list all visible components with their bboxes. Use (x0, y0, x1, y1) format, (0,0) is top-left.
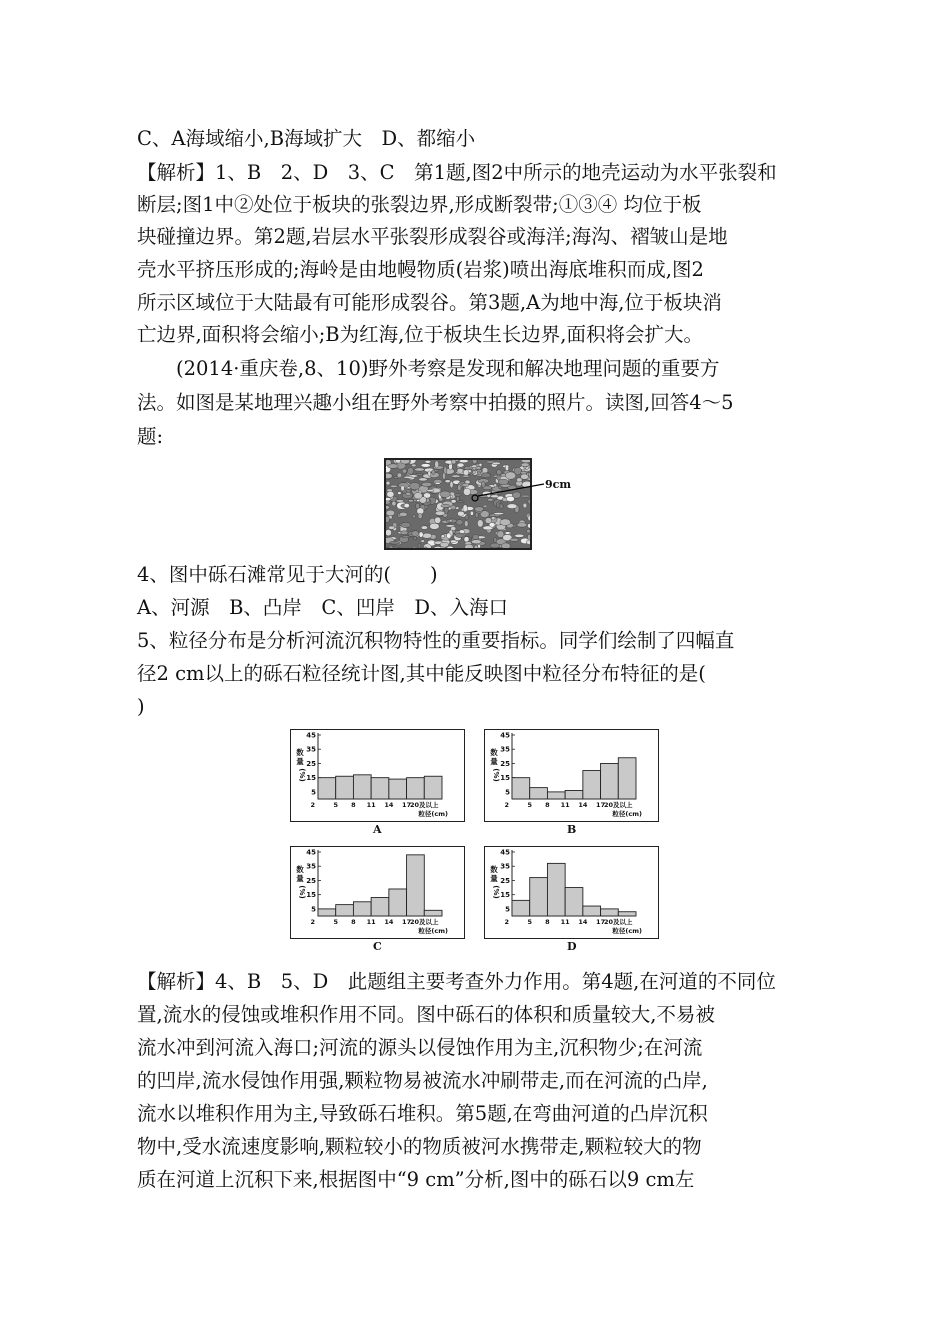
y-tick-label: 45 (306, 731, 316, 740)
text-line: 径2 cm以上的砾石粒径统计图,其中能反映图中粒径分布特征的是( (137, 662, 706, 685)
histogram-bar (371, 898, 389, 916)
x-tick-label: 5 (333, 918, 338, 926)
text-line: 所示区域位于大陆最有可能形成裂谷。第3题,A为地中海,位于板块消 (137, 291, 722, 314)
x-tick-label: 20及以上 (604, 801, 633, 809)
x-tick-label: 8 (545, 918, 550, 926)
histogram-bar (512, 900, 530, 916)
text-line: ) (137, 695, 145, 718)
histogram-bar (371, 778, 389, 799)
histogram-bar (353, 902, 371, 916)
text-line: 流水以堆积作用为主,导致砾石堆积。第5题,在弯曲河道的凸岸沉积 (137, 1102, 708, 1125)
text-line: 质在河道上沉积下来,根据图中“9 cm”分析,图中的砾石以9 cm左 (137, 1168, 695, 1191)
y-tick-label: 45 (500, 848, 510, 857)
x-tick-label: 14 (384, 918, 394, 926)
y-tick-label: 45 (500, 731, 510, 740)
histogram-c (290, 846, 465, 939)
y-axis-label-unit: (%) (298, 885, 306, 899)
text-line: 4、图中砾石滩常见于大河的( ) (137, 563, 438, 586)
text-line: 的凹岸,流水侵蚀作用强,颗粒物易被流水冲刷带走,而在河流的凸岸, (137, 1069, 708, 1092)
histogram-bar (530, 788, 548, 799)
y-axis-label-char: 数 (296, 865, 304, 874)
x-tick-label: 5 (527, 801, 532, 809)
x-tick-label: 2 (310, 918, 315, 926)
text-line: 流水冲到河流入海口;河流的源头以侵蚀作用为主,沉积物少;在河流 (137, 1036, 703, 1059)
histogram-bar (601, 909, 619, 916)
histogram-bar (547, 792, 565, 799)
photo-scale-label: 9cm (545, 478, 571, 491)
text-line: A、河源 B、凸岸 C、凹岸 D、入海口 (137, 596, 508, 619)
y-tick-label: 35 (306, 862, 316, 871)
x-tick-label: 20及以上 (604, 918, 633, 926)
text-line: C、A海域缩小,B海域扩大 D、都缩小 (137, 127, 476, 150)
x-tick-label: 5 (527, 918, 532, 926)
x-tick-label: 8 (351, 801, 356, 809)
y-tick-label: 35 (500, 862, 510, 871)
x-tick-label: 8 (351, 918, 356, 926)
text-line: 5、粒径分布是分析河流沉积物特性的重要指标。同学们绘制了四幅直 (137, 629, 735, 652)
y-tick-label: 25 (306, 876, 316, 885)
x-tick-label: 20及以上 (410, 918, 439, 926)
x-axis-label: 粒径(cm) (418, 810, 448, 818)
x-tick-label: 14 (384, 801, 394, 809)
histogram-bar (618, 912, 636, 916)
x-tick-label: 14 (578, 801, 588, 809)
x-tick-label: 2 (504, 801, 509, 809)
x-tick-label: 2 (310, 801, 315, 809)
x-tick-label: 11 (560, 801, 570, 809)
text-line: 题: (137, 425, 164, 448)
y-tick-label: 45 (306, 848, 316, 857)
x-axis-label: 粒径(cm) (612, 810, 642, 818)
y-tick-label: 5 (311, 788, 316, 797)
x-tick-label: 2 (504, 918, 509, 926)
y-tick-label: 35 (306, 745, 316, 754)
histogram-bar (407, 855, 425, 916)
y-axis-label-char: 量 (490, 874, 498, 883)
chart-caption-d: D (567, 940, 577, 953)
x-tick-label: 17 (402, 918, 412, 926)
y-axis-label-char: 数 (490, 865, 498, 874)
y-axis-label-char: 数 (490, 748, 498, 757)
x-axis-label: 粒径(cm) (612, 927, 642, 935)
x-tick-label: 17 (596, 801, 606, 809)
histogram-a (290, 729, 465, 822)
histogram-bar (547, 863, 565, 916)
y-tick-label: 5 (505, 905, 510, 914)
histogram-d (484, 846, 659, 939)
y-tick-label: 15 (500, 891, 510, 900)
y-axis-label-char: 量 (296, 874, 304, 883)
chart-caption-a: A (373, 823, 382, 836)
y-tick-label: 15 (306, 891, 316, 900)
x-tick-label: 14 (578, 918, 588, 926)
text-line: 法。如图是某地理兴趣小组在野外考察中拍摄的照片。读图,回答4～5 (137, 391, 734, 414)
text-line: 壳水平挤压形成的;海岭是由地幔物质(岩浆)喷出海底堆积而成,图2 (137, 258, 704, 281)
histogram-bar (407, 778, 425, 799)
text-line: (2014·重庆卷,8、10)野外考察是发现和解决地理问题的重要方 (137, 357, 720, 380)
text-line: 块碰撞边界。第2题,岩层水平张裂形成裂谷或海洋;海沟、褶皱山是地 (137, 225, 728, 248)
histogram-bar (530, 878, 548, 916)
y-tick-label: 25 (500, 876, 510, 885)
histogram-bar (565, 790, 583, 799)
histogram-bar (318, 778, 336, 799)
histogram-bar (336, 905, 354, 916)
photo-leader-line (470, 480, 550, 505)
y-axis-label-char: 量 (296, 757, 304, 766)
histogram-bar (336, 776, 354, 799)
y-axis-label-char: 数 (296, 748, 304, 757)
x-tick-label: 11 (560, 918, 570, 926)
y-tick-label: 15 (306, 774, 316, 783)
histogram-bar (389, 889, 407, 916)
histogram-bar (618, 758, 636, 799)
x-tick-label: 17 (402, 801, 412, 809)
x-tick-label: 17 (596, 918, 606, 926)
histogram-bar (601, 763, 619, 799)
histogram-b (484, 729, 659, 822)
histogram-bar (353, 775, 371, 799)
histogram-bar (318, 909, 336, 916)
chart-caption-c: C (373, 940, 382, 953)
histogram-bar (583, 771, 601, 799)
x-tick-label: 11 (366, 918, 376, 926)
histogram-bar (424, 910, 442, 916)
text-line: 物中,受水流速度影响,颗粒较小的物质被河水携带走,颗粒较大的物 (137, 1135, 702, 1158)
histogram-bar (424, 776, 442, 799)
x-axis-label: 粒径(cm) (418, 927, 448, 935)
y-axis-label-unit: (%) (298, 768, 306, 782)
y-axis-label-unit: (%) (492, 885, 500, 899)
x-tick-label: 5 (333, 801, 338, 809)
y-tick-label: 15 (500, 774, 510, 783)
text-line: 【解析】4、B 5、D 此题组主要考查外力作用。第4题,在河道的不同位 (137, 970, 776, 993)
text-line: 置,流水的侵蚀或堆积作用不同。图中砾石的体积和质量较大,不易被 (137, 1003, 715, 1026)
y-tick-label: 25 (306, 759, 316, 768)
histogram-bar (389, 779, 407, 799)
x-tick-label: 20及以上 (410, 801, 439, 809)
y-axis-label-unit: (%) (492, 768, 500, 782)
x-tick-label: 11 (366, 801, 376, 809)
chart-caption-b: B (567, 823, 577, 836)
y-tick-label: 5 (505, 788, 510, 797)
histogram-bar (565, 888, 583, 916)
histogram-bar (583, 906, 601, 916)
y-tick-label: 25 (500, 759, 510, 768)
y-axis-label-char: 量 (490, 757, 498, 766)
text-line: 【解析】1、B 2、D 3、C 第1题,图2中所示的地壳运动为水平张裂和 (137, 161, 777, 184)
y-tick-label: 5 (311, 905, 316, 914)
x-tick-label: 8 (545, 801, 550, 809)
y-tick-label: 35 (500, 745, 510, 754)
text-line: 亡边界,面积将会缩小;B为红海,位于板块生长边界,面积将会扩大。 (137, 323, 703, 346)
histogram-bar (512, 778, 530, 799)
text-line: 断层;图1中②处位于板块的张裂边界,形成断裂带;①③④ 均位于板 (137, 193, 702, 216)
